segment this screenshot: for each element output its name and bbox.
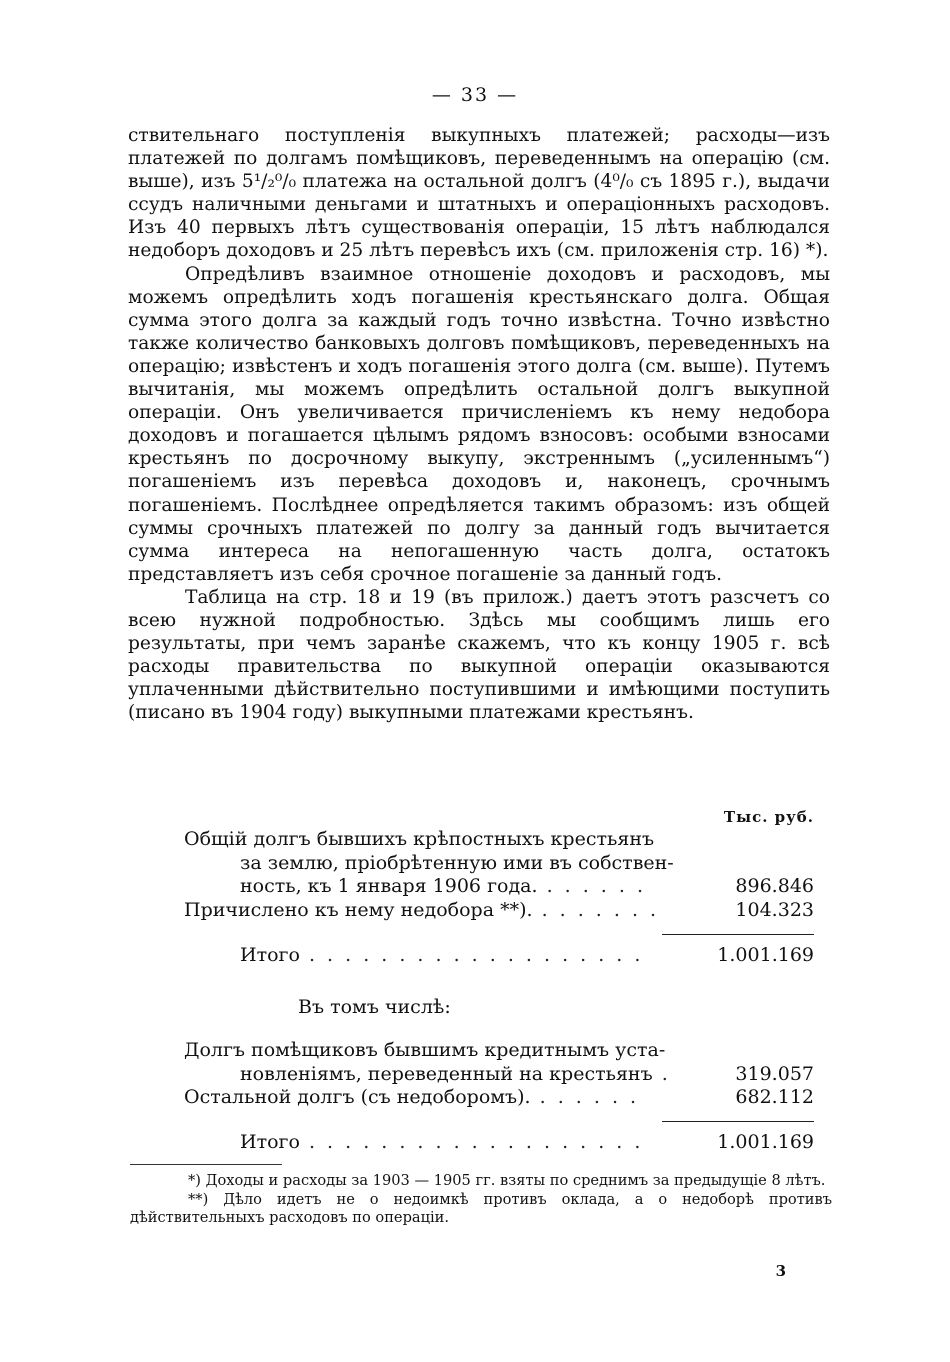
row-label-line: Причислено къ нему недобора **). [184, 898, 533, 921]
total-value: 1.001.169 [717, 1131, 814, 1153]
body-text [128, 124, 830, 724]
table-row [184, 828, 814, 899]
dot-leader: . . . . . . [530, 1086, 640, 1108]
paragraph-3: Таблица на стр. 18 и 19 (въ прилож.) даетъ этотъ разсчетъ со всею нужной подробностью. Здѣсь мы сообщимъ лишь его результаты, при чемъ заранѣе скажемъ, что къ концу 1905 г. всѣ расходы правительства по выкупной операціи оказываются уплаченными дѣйствительно поступившими и имѣющими поступить (писано въ 1904 году) выкупными платежами крестьянъ. [128, 586, 830, 724]
row-value: 682.112 [735, 1086, 814, 1108]
row-value: 896.846 [735, 875, 814, 897]
table-unit-label: Тыс. руб. [723, 808, 814, 826]
ledger-block-1 [184, 828, 814, 922]
total-label: Итого [240, 944, 300, 966]
total-row-2 [184, 1131, 814, 1155]
footnotes [130, 1172, 832, 1228]
table-row [184, 1086, 814, 1110]
row-label-line: Остальной долгъ (съ недоборомъ). [184, 1086, 531, 1108]
row-label-line: ность, къ 1 января 1906 года. [240, 875, 538, 897]
table-row [184, 1039, 814, 1086]
row-label-line: Долгъ помѣщиковъ бывшимъ кредитнымъ уста- [184, 1039, 666, 1061]
sum-line [662, 1121, 814, 1122]
paragraph-1: ствительнаго поступленія выкупныхъ платежей; расходы—изъ платежей по долгамъ помѣщиковъ, переведеннымъ на операцію (см. выше), изъ 5¹/₂⁰/₀ платежа на остальной долгъ (4⁰/₀ съ 1895 г.), выдачи ссудъ наличными деньгами и штатныхъ и операціонныхъ расходовъ. Изъ 40 первыхъ лѣтъ существованія операціи, 15 лѣтъ наблюдался недоборъ доходовъ и 25 лѣтъ перевѣсъ ихъ (см. приложенія стр. 16) *). [128, 125, 830, 262]
footnote-2: **) Дѣло идетъ не о недоимкѣ противъ оклада, а о недоборѣ противъ дѣйствительныхъ расходовъ по операціи. [130, 1190, 832, 1226]
row-label-line: Общій долгъ бывшихъ крѣпостныхъ крестьянъ [184, 828, 655, 850]
dot-leader: . . . . . . . [532, 898, 660, 921]
total-label: Итого [240, 1131, 300, 1153]
row-value: 104.323 [735, 898, 814, 921]
row-label-line: новленіямъ, переведенный на крестьянъ [240, 1062, 653, 1085]
total-row-1 [184, 944, 814, 968]
row-value: 319.057 [735, 1062, 814, 1085]
table-row [184, 899, 814, 923]
signature-mark: 3 [775, 1262, 786, 1280]
total-value: 1.001.169 [717, 944, 814, 966]
dot-leader: . . . . . . . . . . . . . . . . . . . [299, 944, 644, 966]
sum-line [662, 934, 814, 935]
dot-leader: . . . . . . [537, 875, 647, 897]
row-label-line: за землю, пріобрѣтенную ими въ собствен- [240, 851, 674, 874]
paragraph-2: Опредѣливъ взаимное отношеніе доходовъ и расходовъ, мы можемъ опредѣлить ходъ погашенія крестьянскаго долга. Общая сумма этого долга за каждый годъ точно извѣстна. Точно извѣстно также количество банковыхъ долговъ помѣщиковъ, переведенныхъ на операцію; извѣстенъ и ходъ погашенія этого долга (см. выше). Путемъ вычитанія, мы можемъ опредѣлить остальной долгъ выкупной операціи. Онъ увеличивается причисленіемъ къ нему недобора доходовъ и погашается цѣлымъ рядомъ взносовъ: особыми взносами крестьянъ по досрочному выкупу, экстреннымъ („усиленнымъ“) погашеніемъ изъ перевѣса доходовъ и, наконецъ, срочнымъ погашеніемъ. Послѣднее опредѣляется такимъ образомъ: изъ общей суммы срочныхъ платежей по долгу за данный годъ вычитается сумма интереса на непогашенную часть долга, остатокъ представляетъ изъ себя срочное погашеніе за данный годъ. [128, 263, 830, 585]
page-number: — 33 — [431, 84, 519, 106]
ledger-block-2 [184, 1039, 814, 1110]
footnote-1: *) Доходы и расходы за 1903 — 1905 гг. взяты по среднимъ за предыдущіе 8 лѣтъ. [188, 1172, 826, 1189]
dot-leader: . . . . . . . . . . . . . . . . . . . [299, 1131, 644, 1153]
footnote-rule [130, 1164, 282, 1165]
dot-leader: . [652, 1062, 671, 1085]
subheading: Въ томъ числѣ: [298, 996, 451, 1018]
